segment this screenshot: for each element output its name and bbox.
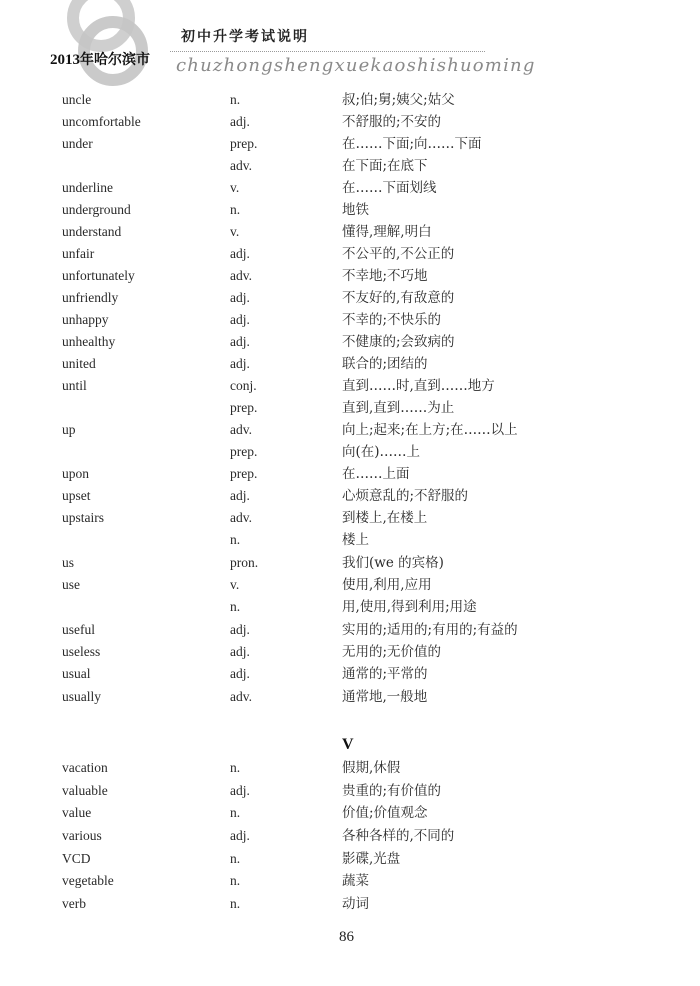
vocab-entry <box>0 244 700 264</box>
entry-meaning: 在……下面;向……下面 <box>342 136 482 152</box>
vocab-entry <box>0 849 700 869</box>
entry-pos: n. <box>230 92 241 107</box>
entry-word: useless <box>62 644 101 659</box>
entry-pos: n. <box>230 873 241 888</box>
entry-word: unfair <box>62 246 95 261</box>
entry-word: value <box>62 805 92 820</box>
entry-meaning: 直到,直到……为止 <box>342 400 455 416</box>
entry-pos: n. <box>230 805 241 820</box>
entry-word: upset <box>62 488 91 503</box>
entry-pos: prep. <box>230 466 258 481</box>
entry-meaning: 通常地,一般地 <box>342 689 428 705</box>
vocab-entry <box>0 398 700 418</box>
vocab-entry <box>0 687 700 707</box>
vocab-entry <box>0 464 700 484</box>
vocab-entry <box>0 200 700 220</box>
entry-word: until <box>62 378 87 393</box>
vocab-entry <box>0 288 700 308</box>
entry-pos: n. <box>230 202 241 217</box>
entry-word: understand <box>62 224 122 239</box>
entry-word: use <box>62 577 80 592</box>
entry-meaning: 不幸地;不巧地 <box>342 268 428 284</box>
entry-pos: adj. <box>230 290 250 305</box>
entry-pos: adv. <box>230 689 252 704</box>
entry-pos: n. <box>230 760 241 775</box>
page-number: 86 <box>339 929 354 945</box>
entry-word: verb <box>62 896 86 911</box>
vocab-entry <box>0 575 700 595</box>
entry-pos: v. <box>230 224 240 239</box>
entry-pos: prep. <box>230 444 258 459</box>
entry-meaning: 无用的;无价值的 <box>342 644 442 660</box>
vocab-entry <box>0 156 700 176</box>
entry-meaning: 假期,休假 <box>342 760 401 776</box>
vocab-entry <box>0 530 700 550</box>
entry-meaning: 贵重的;有价值的 <box>342 783 442 799</box>
vocab-entry <box>0 420 700 440</box>
entry-meaning: 价值;价值观念 <box>342 805 428 821</box>
entry-word: vegetable <box>62 873 114 888</box>
entry-meaning: 在……上面 <box>342 466 410 482</box>
entry-word: underground <box>62 202 131 217</box>
vocab-entry <box>0 553 700 573</box>
vocab-entry <box>0 871 700 891</box>
header-dotted-divider <box>170 51 485 52</box>
vocab-entry <box>0 758 700 778</box>
vocab-entry <box>0 376 700 396</box>
entry-meaning: 懂得,理解,明白 <box>342 224 432 240</box>
entry-pos: prep. <box>230 136 258 151</box>
vocab-entry <box>0 664 700 684</box>
header-title: 初中升学考试说明 <box>181 29 309 45</box>
entry-meaning: 直到……时,直到……地方 <box>342 378 495 394</box>
vocab-entry <box>0 781 700 801</box>
entry-word: under <box>62 136 93 151</box>
entry-word: upon <box>62 466 89 481</box>
entry-meaning: 不公平的,不公正的 <box>342 246 455 262</box>
entry-pos: adj. <box>230 334 250 349</box>
header-year: 2013 <box>50 52 80 68</box>
entry-pos: prep. <box>230 400 258 415</box>
vocab-entry <box>0 486 700 506</box>
vocab-entry <box>0 894 700 914</box>
vocab-entry <box>0 112 700 132</box>
entry-word: usually <box>62 689 101 704</box>
entry-word: vacation <box>62 760 108 775</box>
entry-word: uncomfortable <box>62 114 141 129</box>
entry-meaning: 向(在)……上 <box>342 444 421 460</box>
vocab-entry <box>0 332 700 352</box>
entry-pos: adj. <box>230 114 250 129</box>
header-city: 年哈尔滨市 <box>80 52 150 68</box>
entry-pos: adj. <box>230 828 250 843</box>
entry-meaning: 不幸的;不快乐的 <box>342 312 442 328</box>
entry-pos: adj. <box>230 666 250 681</box>
entry-meaning: 用,使用,得到利用;用途 <box>342 599 477 615</box>
entry-pos: n. <box>230 532 241 547</box>
vocab-entry <box>0 354 700 374</box>
entry-word: VCD <box>62 851 91 866</box>
entry-word: uncle <box>62 92 92 107</box>
entry-meaning: 楼上 <box>342 532 369 548</box>
entry-meaning: 叔;伯;舅;姨父;姑父 <box>342 92 455 108</box>
entry-pos: pron. <box>230 555 259 570</box>
entry-word: useful <box>62 622 95 637</box>
entry-word: up <box>62 422 76 437</box>
entry-meaning: 影碟,光盘 <box>342 851 401 867</box>
entry-pos: adj. <box>230 783 250 798</box>
entry-pos: n. <box>230 599 241 614</box>
vocab-entry <box>0 826 700 846</box>
vocab-entry <box>0 620 700 640</box>
entry-meaning: 使用,利用,应用 <box>342 577 432 593</box>
entry-meaning: 不友好的,有敌意的 <box>342 290 455 306</box>
entry-meaning: 动词 <box>342 896 369 912</box>
vocab-entry <box>0 642 700 662</box>
entry-meaning: 蔬菜 <box>342 873 369 889</box>
vocab-entry <box>0 178 700 198</box>
entry-meaning: 向上;起来;在上方;在……以上 <box>342 422 518 438</box>
entry-word: upstairs <box>62 510 104 525</box>
entry-meaning: 心烦意乱的;不舒服的 <box>342 488 469 504</box>
entry-pos: adv. <box>230 158 252 173</box>
entry-word: united <box>62 356 96 371</box>
section-heading-v: V <box>342 736 354 753</box>
entry-meaning: 到楼上,在楼上 <box>342 510 428 526</box>
entry-meaning: 通常的;平常的 <box>342 666 428 682</box>
entry-meaning: 在……下面划线 <box>342 180 437 196</box>
entry-word: usual <box>62 666 91 681</box>
overlapping-circles-logo-icon <box>0 0 170 90</box>
entry-pos: adj. <box>230 488 250 503</box>
entry-meaning: 各种各样的,不同的 <box>342 828 455 844</box>
entry-pos: n. <box>230 896 241 911</box>
entry-pos: adj. <box>230 356 250 371</box>
entry-pos: adj. <box>230 644 250 659</box>
vocab-entry <box>0 803 700 823</box>
entry-word: various <box>62 828 102 843</box>
entry-meaning: 在下面;在底下 <box>342 158 428 174</box>
header-year-city <box>50 49 150 69</box>
vocab-entry <box>0 508 700 528</box>
entry-pos: n. <box>230 851 241 866</box>
entry-word: underline <box>62 180 113 195</box>
entry-pos: adv. <box>230 422 252 437</box>
entry-pos: adv. <box>230 268 252 283</box>
entry-meaning: 地铁 <box>342 202 369 218</box>
entry-word: unfriendly <box>62 290 119 305</box>
page-header <box>0 0 700 90</box>
entry-word: unhappy <box>62 312 109 327</box>
entry-pos: adj. <box>230 312 250 327</box>
entry-meaning: 联合的;团结的 <box>342 356 428 372</box>
entry-meaning: 不健康的;会致病的 <box>342 334 455 350</box>
entry-word: unfortunately <box>62 268 135 283</box>
vocab-entry <box>0 134 700 154</box>
entry-pos: v. <box>230 577 240 592</box>
entry-meaning: 实用的;适用的;有用的;有益的 <box>342 622 518 638</box>
vocab-entry <box>0 266 700 286</box>
entry-pos: adj. <box>230 246 250 261</box>
vocab-entry <box>0 597 700 617</box>
entry-pos: adv. <box>230 510 252 525</box>
entry-pos: conj. <box>230 378 257 393</box>
entry-pos: adj. <box>230 622 250 637</box>
entry-meaning: 不舒服的;不安的 <box>342 114 442 130</box>
vocab-entry <box>0 442 700 462</box>
entry-meaning: 我们(we 的宾格) <box>342 555 444 571</box>
entry-pos: v. <box>230 180 240 195</box>
entry-word: valuable <box>62 783 108 798</box>
entry-word: us <box>62 555 75 570</box>
entry-word: unhealthy <box>62 334 116 349</box>
header-pinyin-subtitle: chuzhongshengxuekaoshishuoming <box>176 55 536 76</box>
vocab-entry <box>0 90 700 110</box>
vocab-entry <box>0 310 700 330</box>
vocab-entry <box>0 222 700 242</box>
